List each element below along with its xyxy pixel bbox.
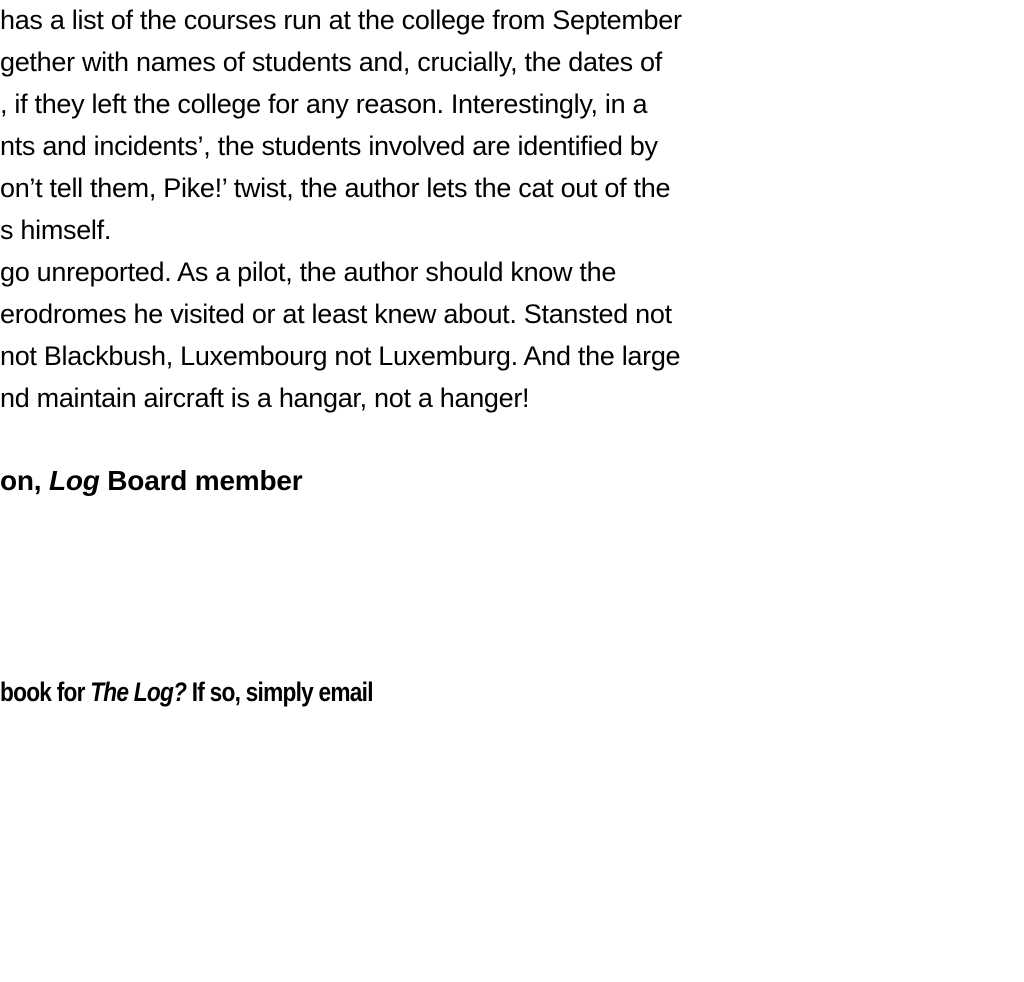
review-call-to-action xyxy=(0,672,373,712)
cta-prefix: book for xyxy=(0,677,91,707)
signature-suffix: Board member xyxy=(99,465,303,496)
review-line-6: s himself. xyxy=(0,215,112,245)
review-line-2: gether with names of students and, crucially, the dates of xyxy=(0,47,662,77)
cta-suffix: If so, simply email xyxy=(186,677,373,707)
signature-prefix: on, xyxy=(0,465,49,496)
review-line-3: , if they left the college for any reason. Interestingly, in a xyxy=(0,89,648,119)
review-line-5: on’t tell them, Pike!’ twist, the author lets the cat out of the xyxy=(0,173,671,203)
reviewer-signature xyxy=(0,460,302,502)
review-line-10: nd maintain aircraft is a hangar, not a hanger! xyxy=(0,383,530,413)
cta-publication: The Log? xyxy=(90,677,187,707)
signature-publication: Log xyxy=(48,465,100,496)
review-line-4: nts and incidents’, the students involved are identified by xyxy=(0,131,658,161)
review-line-1: has a list of the courses run at the college from September xyxy=(0,5,682,35)
review-line-7: go unreported. As a pilot, the author should know the xyxy=(0,257,617,287)
review-line-8: erodromes he visited or at least knew about. Stansted not xyxy=(0,299,672,329)
review-line-9: not Blackbush, Luxembourg not Luxemburg. And the large xyxy=(0,341,681,371)
